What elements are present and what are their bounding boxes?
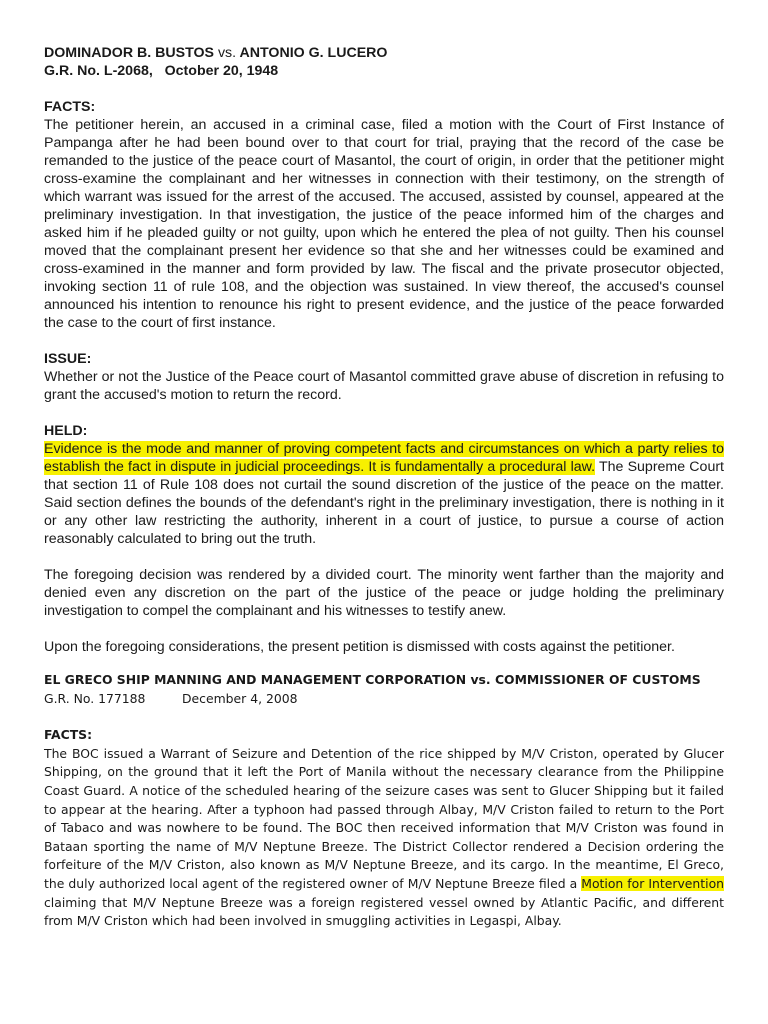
- held-highlighted-text: Evidence is the mode and manner of proving competent facts and circumstances on which a party relies to establish the fact in dispute in judicial proceedings. It is fundamentally a procedural law.: [44, 441, 724, 475]
- case2-title: [44, 671, 724, 690]
- facts-paragraph: The petitioner herein, an accused in a criminal case, filed a motion with the Court of First Instance of Pampanga after he had been bound over to that court for trial, praying that the record of the case be remanded to the justice of the peace court of Masantol, the court of origin, in order that the petitioner might cross-examine the complainant and her witnesses in connection with their testimony, on the strength of which warrant was issued for the arrest of the accused. The accused, assisted by counsel, appeared at the preliminary investigation. In that investigation, the justice of the peace informed him of the charges and asked him if he pleaded guilty or not guilty, upon which he entered the plea of not guilty. Then his counsel moved that the complainant present her evidence so that she and her witnesses could be examined and cross-examined in the manner and form provided by law. The fiscal and the private prosecutor objected, invoking section 11 of rule 108, and the objection was sustained. In view thereof, the accused's counsel announced his intention to renounce his right to present evidence, and the justice of the peace forwarded the case to the court of first instance.: [44, 117, 724, 331]
- case-vs: vs.: [217, 45, 237, 61]
- held-heading: HELD:: [44, 423, 88, 439]
- case2-gr-line: [44, 690, 724, 709]
- case2-highlighted-text: Motion for Intervention: [581, 875, 725, 891]
- case-digest-el-greco: [44, 671, 724, 931]
- case2-facts-paragraph: [44, 745, 724, 931]
- issue-paragraph: Whether or not the Justice of the Peace court of Masantol committed grave abuse of discretion in refusing to grant the accused's motion to return the record.: [44, 369, 724, 403]
- divided-court-paragraph: The foregoing decision was rendered by a divided court. The minority went farther than the majority and denied even any discretion on the part of the justice of the peace or judge holding the preliminary investigation to compel the complainant and his witnesses to testify anew.: [44, 567, 724, 619]
- case2-gr-date: December 4, 2008: [182, 690, 298, 706]
- held-paragraph: [44, 440, 724, 548]
- case-title: [44, 44, 724, 62]
- case-party-2: ANTONIO G. LUCERO: [239, 45, 388, 61]
- facts-heading: FACTS:: [44, 99, 96, 115]
- case2-gr-number: G.R. No. 177188: [44, 690, 146, 706]
- held-text: The Supreme Court that section 11 of Rule 108 does not curtail the sound discretion of the justice of the peace on the matter. Said section defines the bounds of the defendant's right in the preliminary investigation, there is nothing in it or any other law restricting the authority, inherent in a court of justice, to pursue a course of action reasonably calculated to bring out the truth.: [44, 459, 724, 547]
- case-digest-bustos: [44, 44, 724, 656]
- case2-facts-heading: FACTS:: [44, 727, 93, 743]
- issue-heading: ISSUE:: [44, 351, 92, 367]
- case2-vs: vs.: [470, 672, 491, 687]
- case2-party-1: EL GRECO SHIP MANNING AND MANAGEMENT CORPORATION: [44, 672, 467, 687]
- case-gr-line: G.R. No. L-2068, October 20, 1948: [44, 63, 279, 79]
- case2-party-2: COMMISSIONER OF CUSTOMS: [494, 672, 701, 687]
- disposition-paragraph: Upon the foregoing considerations, the present petition is dismissed with costs against the petitioner.: [44, 639, 675, 655]
- case2-facts-text-2: claiming that M/V Neptune Breeze was a foreign registered vessel owned by Atlantic Pacific, and different from M/V Criston which had been involved in smuggling activities in Legaspi, Albay.: [44, 894, 724, 929]
- case-party-1: DOMINADOR B. BUSTOS: [44, 45, 214, 61]
- case2-facts-text-1: The BOC issued a Warrant of Seizure and Detention of the rice shipped by M/V Criston, operated by Glucer Shipping, on the ground that it left the Port of Manila without the necessary clearance from the Philippine Coast Guard. A notice of the scheduled hearing of the seizure cases was sent to Glucer Shipping but it failed to appear at the hearing. After a typhoon had passed through Albay, M/V Criston failed to return to the Port of Tabaco and was nowhere to be found. The BOC then received information that M/V Criston was found in Bataan sporting the name of M/V Neptune Breeze. The District Collector rendered a Decision ordering the forfeiture of the M/V Criston, also known as M/V Neptune Breeze, and its cargo. In the meantime, El Greco, the duly authorized local agent of the registered owner of M/V Neptune Breeze filed a: [44, 745, 724, 891]
